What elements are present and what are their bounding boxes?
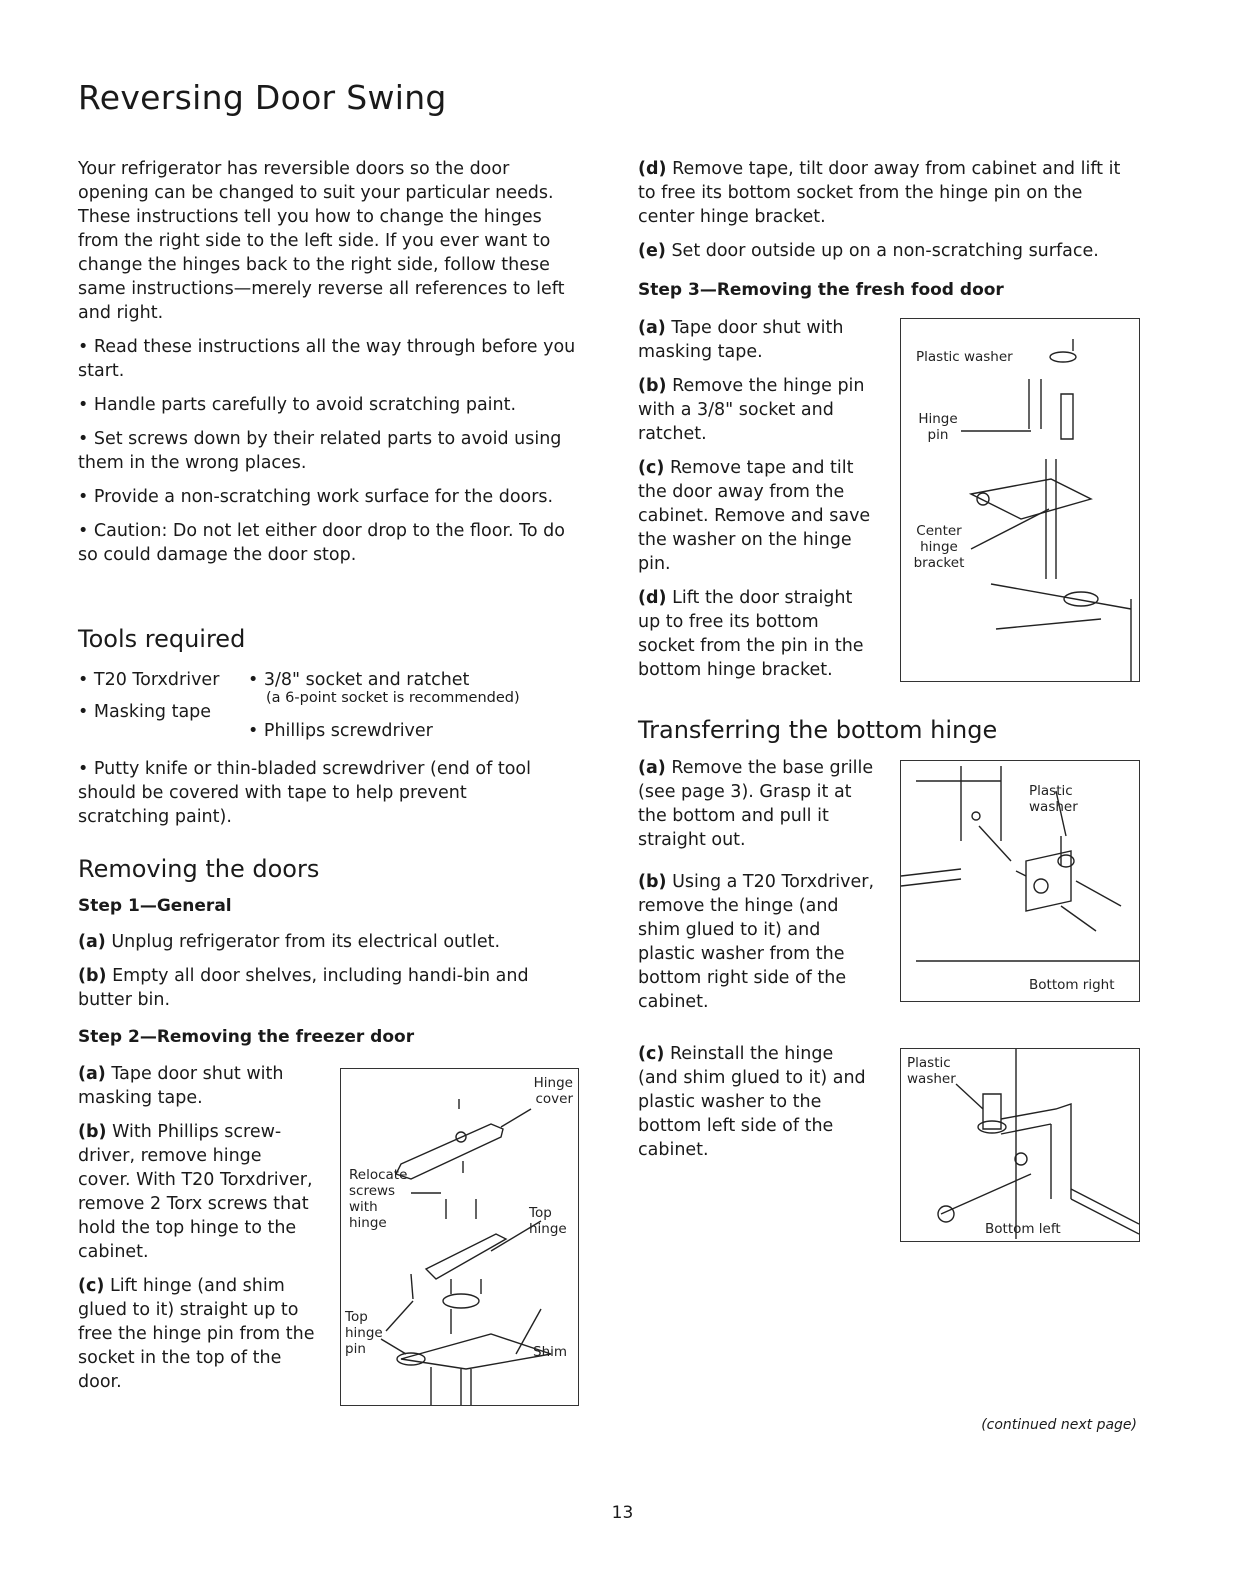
step1-body: (a) Unplug refrigerator from its electrical outlet. (b) Empty all door shelves, including handi-bin and butter bin. (78, 932, 529, 1010)
removing-heading: Removing the doors (78, 855, 320, 883)
intro-paragraph: Your refrigerator has reversible doors so the door opening can be changed to suit your particular needs. These instructions tell you how to change the hinges from the right side to the left side. If you ever want to change the hinges back to the right side, follow these same instructions—merely reverse all references to left and right. (78, 159, 565, 323)
tools-heading: Tools required (78, 625, 246, 653)
transfer-c: Reinstall the hinge (and shim glued to it) and plastic washer to the bottom left side of the cabinet. (638, 1044, 866, 1160)
label-plastic-washer-right: Plastic washer (1029, 783, 1078, 815)
continued-note: (continued next page) (981, 1417, 1137, 1433)
label-plastic-washer-left: Plastic washer (907, 1055, 956, 1087)
transfer-heading: Transferring the bottom hinge (638, 716, 998, 744)
page-number: 13 (611, 1503, 634, 1523)
tool-tape: • Masking tape (78, 702, 212, 722)
step2-e: Set door outside up on a non-scratching surface. (665, 241, 1099, 261)
label-plastic-washer: Plastic washer (916, 349, 1013, 365)
transfer-body-c: (c) Reinstall the hinge (and shim glued to it) and plastic washer to the bottom left side of the cabinet. (638, 1044, 866, 1160)
step2-b: With Phillips screw-driver, remove hinge cover. With T20 Torxdriver, remove 2 Torx screws that hold the top hinge to the cabinet. (78, 1122, 313, 1262)
step2-title: Step 2—Removing the freezer door (78, 1027, 415, 1047)
transfer-b: Using a T20 Torxdriver, remove the hinge (and shim glued to it) and plastic washer from the bottom right side of the cabinet. (638, 872, 875, 1012)
step2-d: Remove tape, tilt door away from cabinet and lift it to free its bottom socket from the hinge pin on the center hinge bracket. (638, 159, 1121, 227)
tool-phillips: • Phillips screwdriver (248, 721, 433, 741)
bullet-read: • Read these instructions all the way through before you start. (78, 337, 576, 381)
left-column (78, 157, 578, 577)
bullet-handle: • Handle parts carefully to avoid scratching paint. (78, 395, 517, 415)
label-shim: Shim (533, 1344, 568, 1360)
step2-a: Tape door shut with masking tape. (78, 1064, 284, 1108)
step1-b: Empty all door shelves, including handi-bin and butter bin. (78, 966, 529, 1010)
figure-freezer-hinge (340, 1068, 579, 1406)
tool-socket: • 3/8" socket and ratchet (248, 670, 470, 690)
bullet-caution: • Caution: Do not let either door drop to the floor. To do so could damage the door stop. (78, 521, 565, 565)
bullet-screws: • Set screws down by their related parts to avoid using them in the wrong places. (78, 429, 562, 473)
step3-title: Step 3—Removing the fresh food door (638, 280, 1004, 300)
step2-continued: (d) Remove tape, tilt door away from cabinet and lift it to free its bottom socket from the hinge pin on the center hinge bracket. (e) Set door outside up on a non-scratching surface. (638, 159, 1121, 261)
label-bottom-right: Bottom right (1029, 977, 1115, 993)
label-relocate-screws: Relocate screws with hinge (349, 1167, 408, 1231)
step1-a: Unplug refrigerator from its electrical outlet. (105, 932, 501, 952)
transfer-a: Remove the base grille (see page 3). Grasp it at the bottom and pull it straight out. (638, 758, 874, 850)
bullet-surface: • Provide a non-scratching work surface for the doors. (78, 487, 554, 507)
tool-putty: • Putty knife or thin-bladed screwdriver (end of tool should be covered with tape to help prevent scratching paint). (78, 759, 531, 827)
figure-bottom-left (900, 1048, 1140, 1242)
tool-torx: • T20 Torxdriver (78, 670, 220, 690)
step2-c: Lift hinge (and shim glued to it) straight up to free the hinge pin from the socket in the top of the door. (78, 1276, 315, 1392)
step3-b: Remove the hinge pin with a 3/8" socket and ratchet. (638, 376, 865, 444)
label-bottom-left: Bottom left (985, 1221, 1061, 1237)
label-hinge-cover: Hinge cover (533, 1075, 573, 1107)
step3-a: Tape door shut with masking tape. (638, 318, 844, 362)
bottom-right-drawing (901, 761, 1139, 1001)
step2-body: (a) Tape door shut with masking tape. (b) With Phillips screw-driver, remove hinge cover. With T20 Torxdriver, remove 2 Torx screws that hold the top hinge to the cabinet. (c) Lift hinge (and shim glued to it) straight up to free the hinge pin from the socket in the top of the door. (78, 1064, 315, 1392)
tool-socket-note: (a 6-point socket is recommended) (266, 690, 520, 706)
label-top-hinge-pin: Top hinge pin (345, 1309, 383, 1357)
step3-body: (a) Tape door shut with masking tape. (b) Remove the hinge pin with a 3/8" socket and ratchet. (c) Remove tape and tilt the door away from the cabinet. Remove and save the washer on the hinge pin. (d) Lift the door straight up to free its bottom socket from the pin in the bottom hinge bracket. (638, 318, 871, 680)
step1-title: Step 1—General (78, 896, 232, 916)
step3-c: Remove tape and tilt the door away from the cabinet. Remove and save the washer on the hinge pin. (638, 458, 871, 574)
transfer-body-ab: (a) Remove the base grille (see page 3). Grasp it at the bottom and pull it straight out. (b) Using a T20 Torxdriver, remove the hinge (and shim glued to it) and plastic washer from the bottom right side of the cabinet. (638, 758, 875, 1012)
figure-bottom-right (900, 760, 1140, 1002)
page-title: Reversing Door Swing (78, 78, 447, 117)
label-center-hinge-bracket: Center hinge bracket (913, 523, 965, 571)
center-hinge-drawing (901, 319, 1139, 681)
step3-d: Lift the door straight up to free its bottom socket from the pin in the bottom hinge bracket. (638, 588, 864, 680)
label-top-hinge: Top hinge (529, 1205, 567, 1237)
figure-center-hinge (900, 318, 1140, 682)
label-hinge-pin: Hinge pin (918, 411, 958, 443)
